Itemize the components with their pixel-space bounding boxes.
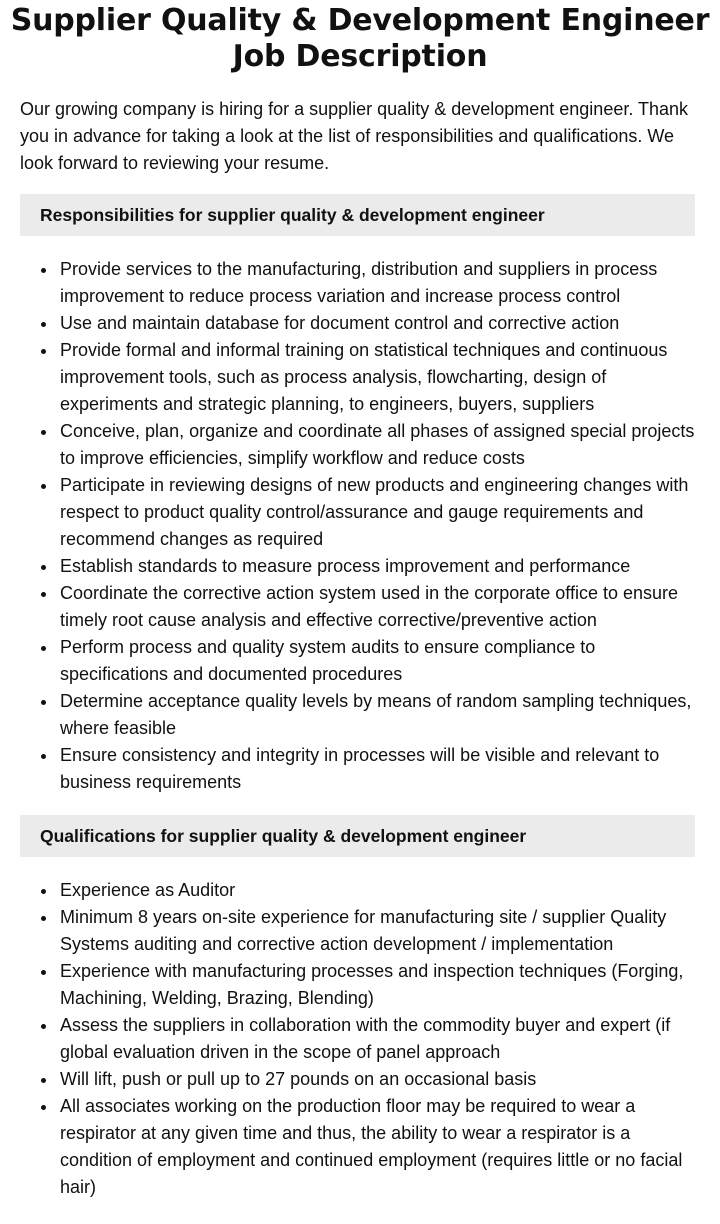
page-title: Supplier Quality & Development Engineer Job Description bbox=[10, 3, 710, 74]
list-item: Will lift, push or pull up to 27 pounds on an occasional basis bbox=[60, 1066, 700, 1093]
list-item: Perform process and quality system audits to ensure compliance to specifications and documented procedures bbox=[60, 634, 700, 688]
list-item: All associates working on the production floor may be required to wear a respirator at any given time and thus, the ability to wear a respirator is a condition of employment and continued employment (requires little or no facial hair) bbox=[60, 1093, 700, 1201]
list-item: Coordinate the corrective action system used in the corporate office to ensure timely root cause analysis and effective corrective/preventive action bbox=[60, 580, 700, 634]
responsibilities-list bbox=[20, 256, 700, 796]
list-item: Use and maintain database for document control and corrective action bbox=[60, 310, 700, 337]
qualifications-list bbox=[20, 877, 700, 1201]
intro-paragraph: Our growing company is hiring for a supplier quality & development engineer. Thank you in advance for taking a look at the list of responsibilities and qualifications. We look forward to reviewing your resume. bbox=[20, 99, 689, 173]
qualifications-heading: Qualifications for supplier quality & development engineer bbox=[20, 815, 695, 857]
list-item: Establish standards to measure process improvement and performance bbox=[60, 553, 700, 580]
list-item: Minimum 8 years on-site experience for manufacturing site / supplier Quality Systems auditing and corrective action development / implementation bbox=[60, 904, 700, 958]
list-item: Provide services to the manufacturing, distribution and suppliers in process improvement to reduce process variation and increase process control bbox=[60, 256, 700, 310]
list-item: Ensure consistency and integrity in processes will be visible and relevant to business requirements bbox=[60, 742, 700, 796]
list-item: Participate in reviewing designs of new products and engineering changes with respect to product quality control/assurance and gauge requirements and recommend changes as required bbox=[60, 472, 700, 553]
list-item: Experience with manufacturing processes and inspection techniques (Forging, Machining, Welding, Brazing, Blending) bbox=[60, 958, 700, 1012]
list-item: Conceive, plan, organize and coordinate all phases of assigned special projects to improve efficiencies, simplify workflow and reduce costs bbox=[60, 418, 700, 472]
responsibilities-heading: Responsibilities for supplier quality & development engineer bbox=[20, 194, 695, 236]
list-item: Determine acceptance quality levels by means of random sampling techniques, where feasible bbox=[60, 688, 700, 742]
list-item: Provide formal and informal training on statistical techniques and continuous improvement tools, such as process analysis, flowcharting, design of experiments and strategic planning, to engineers, buyers, suppliers bbox=[60, 337, 700, 418]
list-item: Experience as Auditor bbox=[60, 877, 700, 904]
list-item: Assess the suppliers in collaboration with the commodity buyer and expert (if global evaluation driven in the scope of panel approach bbox=[60, 1012, 700, 1066]
